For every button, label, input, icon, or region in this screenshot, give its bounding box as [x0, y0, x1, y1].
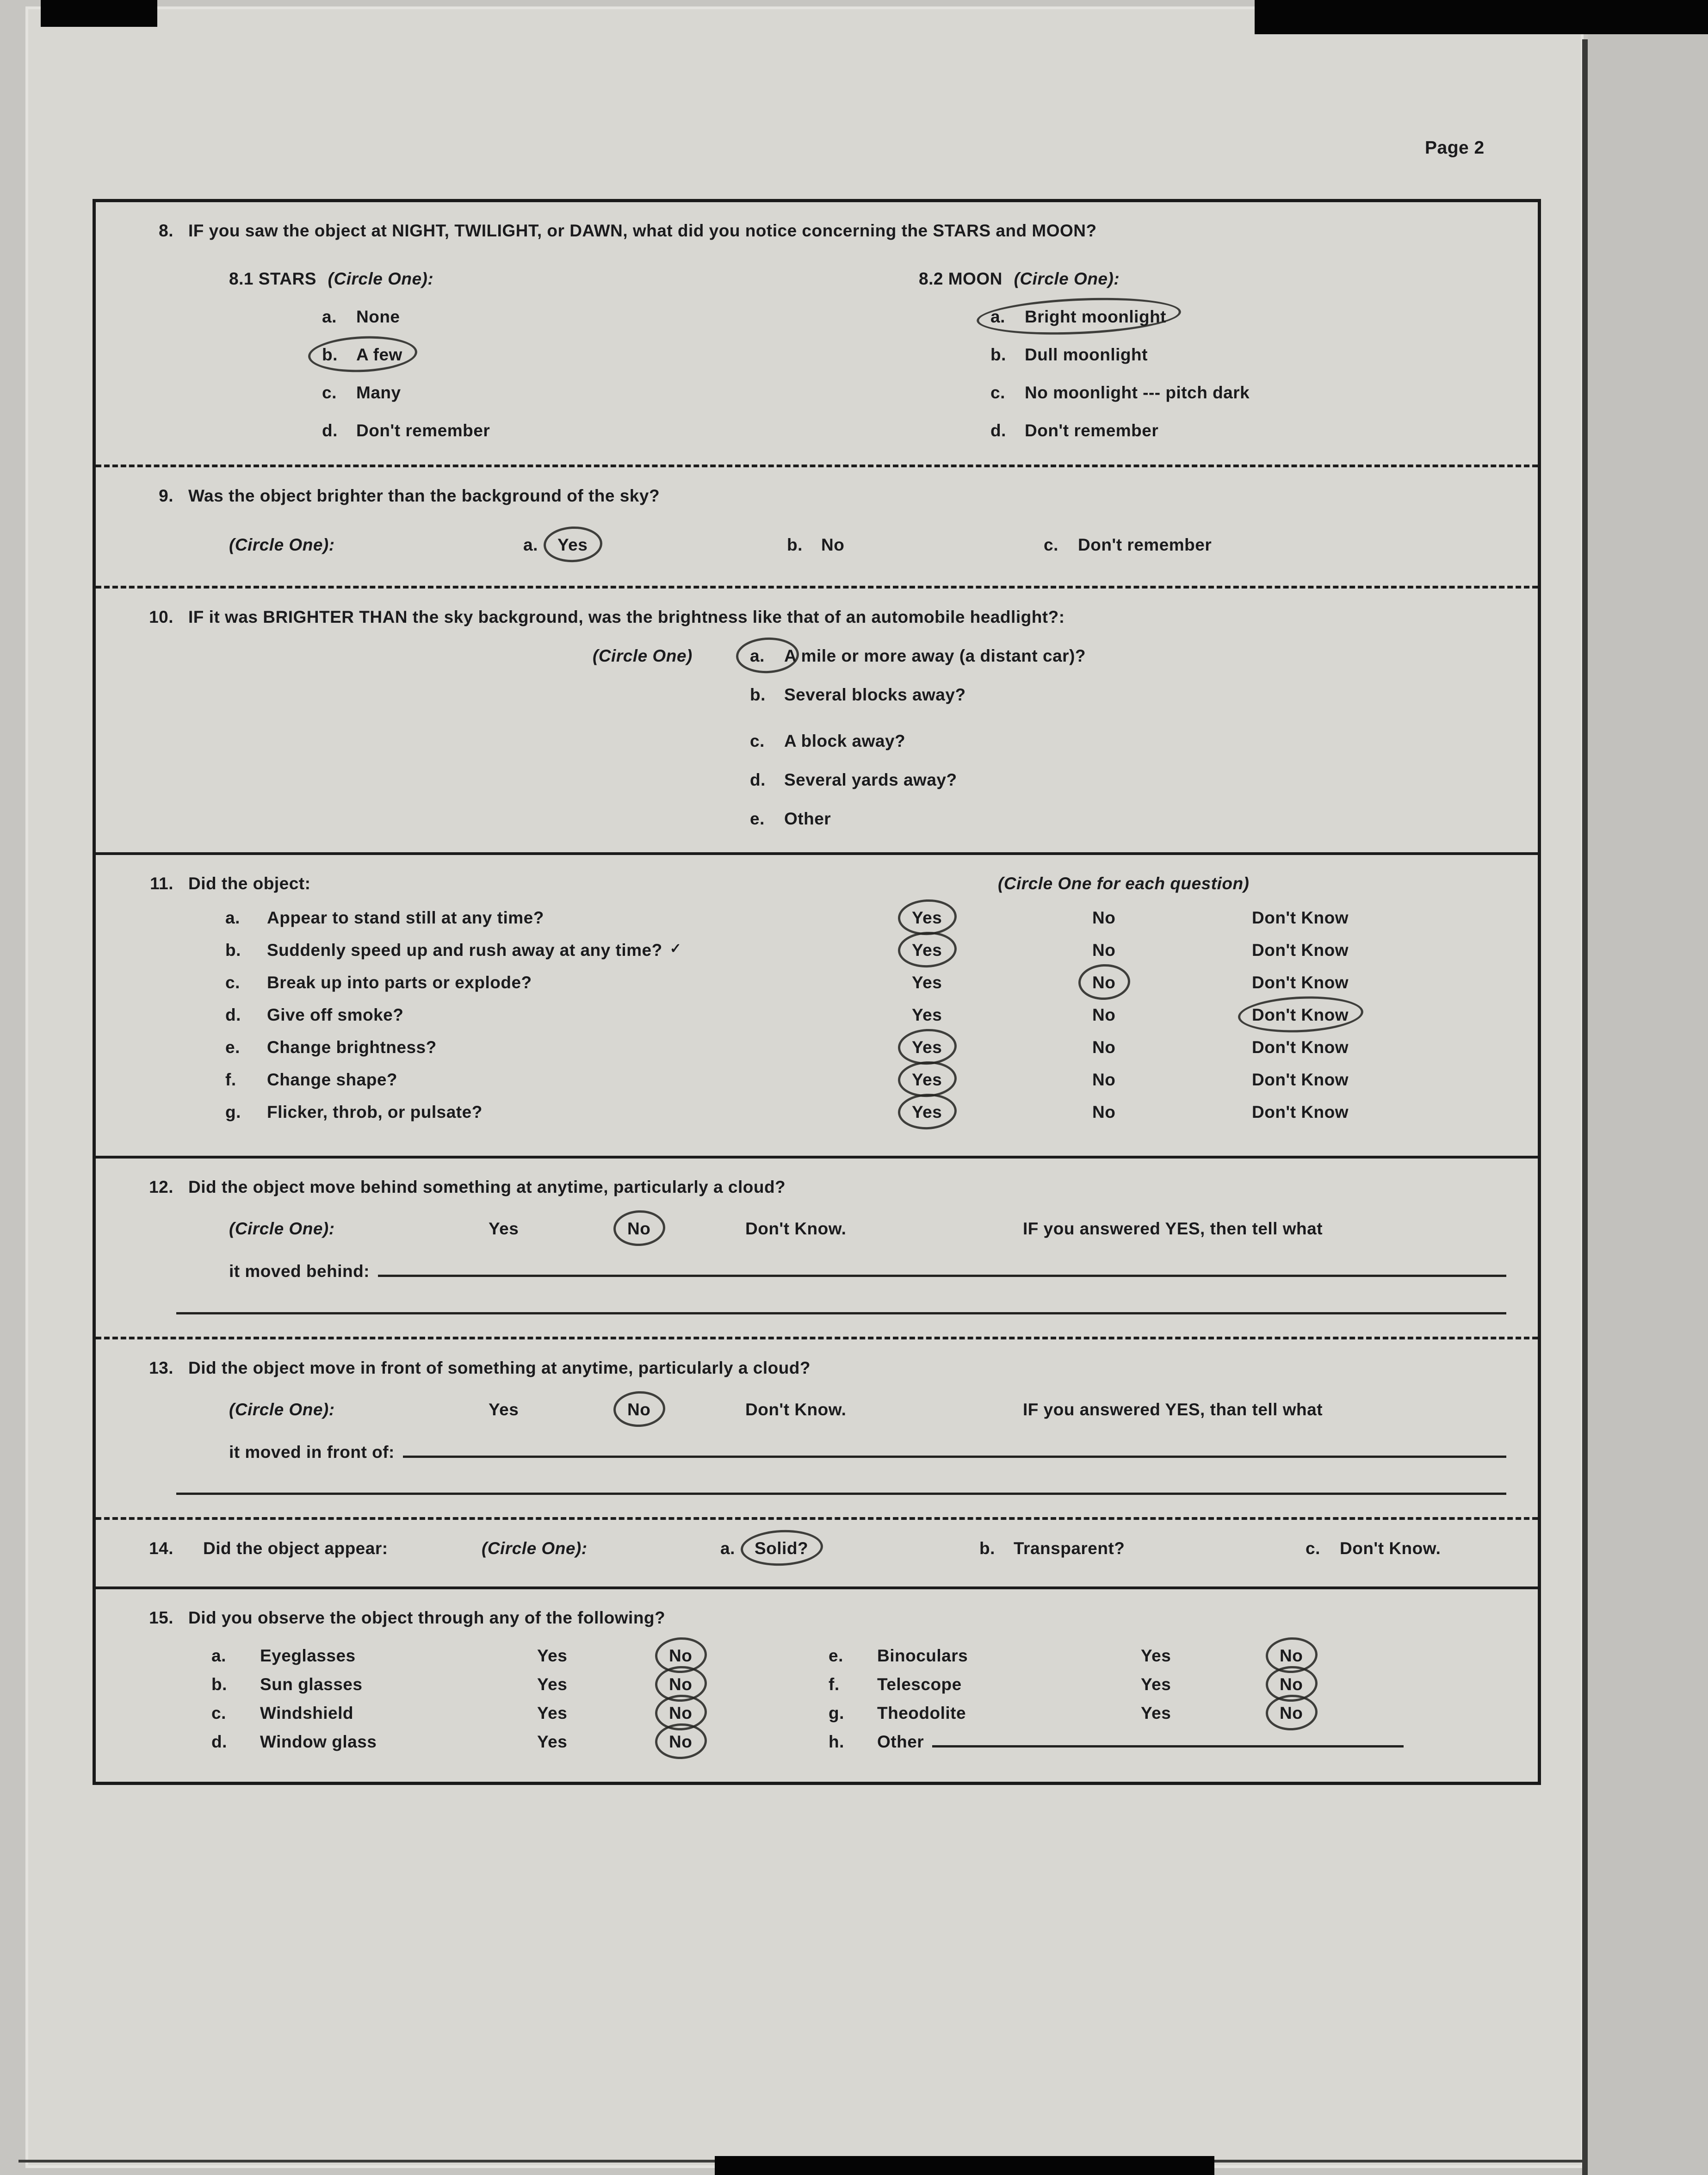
- answer-no: [1280, 1673, 1303, 1696]
- option-label: Several blocks away?: [784, 685, 966, 704]
- q9-option-c: [1044, 534, 1212, 556]
- option-label: No moonlight --- pitch dark: [1025, 383, 1250, 403]
- option-label: A few: [356, 345, 402, 365]
- q11-row-b-dk: [1252, 939, 1510, 961]
- q15-number: 15.: [149, 1608, 173, 1627]
- q15-eyeglasses-yes: Yes: [537, 1646, 568, 1665]
- q9-circle-one-instruction: (Circle One):: [229, 535, 335, 554]
- answer-no-label: No: [1092, 973, 1116, 992]
- answer-yes-label: Yes: [912, 973, 942, 992]
- answer-no: [669, 1731, 692, 1753]
- q11-row-e-label: [267, 1036, 912, 1059]
- option-label: Flicker, throb, or pulsate?: [267, 1103, 483, 1122]
- option-letter: b.: [787, 535, 803, 554]
- option-letter: c.: [1044, 535, 1058, 554]
- q8-number: 8.: [159, 221, 173, 240]
- q14-number: 14.: [149, 1538, 173, 1558]
- option-letter: h.: [829, 1732, 844, 1751]
- option-letter: c.: [225, 973, 240, 992]
- q8-stars-heading-label: 8.1 STARS: [229, 269, 316, 289]
- answer-yes-label: Yes: [912, 1005, 942, 1025]
- q11-row-d-no: [1092, 1004, 1252, 1026]
- answer-dont-know: [1252, 907, 1349, 929]
- answer-dk-label: Don't Know: [1252, 941, 1349, 960]
- q8-stars-heading: [229, 268, 919, 290]
- option-letter: d.: [225, 1005, 241, 1025]
- q15-window-glass-no: [669, 1731, 829, 1760]
- q8-moon-option-d: [919, 420, 1510, 442]
- q11-row-g-yes: [912, 1101, 1092, 1123]
- q8-moon-heading-label: 8.2 MOON: [919, 269, 1003, 289]
- q11-row-d: [225, 1004, 1510, 1036]
- q9-answers-row: [133, 534, 1510, 564]
- q10-question-line: [133, 606, 1510, 628]
- option-label: Change brightness?: [267, 1038, 437, 1057]
- answer-dk-label: Don't Know: [1252, 1038, 1349, 1057]
- scan-artifact-top-left: [41, 0, 157, 27]
- answer-dont-know: [1252, 1004, 1349, 1026]
- q11-rows: [133, 907, 1510, 1134]
- q15-question-line: [133, 1607, 1510, 1629]
- answer-dont-know: [1252, 1101, 1349, 1123]
- q15-item-windshield: Windshield: [260, 1703, 353, 1723]
- q12-write-in-blank: [378, 1260, 1506, 1277]
- q15-item-theodolite: Theodolite: [877, 1703, 966, 1723]
- q9-option-a-answer: [557, 534, 588, 556]
- q13-answer-no-circle: [627, 1399, 650, 1421]
- section-q15: [96, 1586, 1538, 1782]
- q15-windshield-no: [669, 1702, 829, 1731]
- q14-circle-one-instruction: (Circle One):: [482, 1538, 588, 1558]
- q11-row-c-dk: [1252, 972, 1510, 994]
- q8-question-line: [133, 220, 1510, 242]
- answer-no-label: No: [1092, 1103, 1116, 1122]
- option-label: Don't remember: [1025, 421, 1159, 440]
- answer-yes: [912, 907, 942, 929]
- answer-no-label: No: [1280, 1674, 1303, 1694]
- option-letter: e.: [225, 1038, 240, 1057]
- q10-option-a-letter-circle: [750, 645, 784, 667]
- q11-row-b-label: [267, 939, 912, 961]
- q14-question-line: [133, 1537, 1510, 1564]
- answer-dk-label: Don't Know: [1252, 1103, 1349, 1122]
- q13-write-in-blank: [403, 1441, 1506, 1458]
- answer-yes: [912, 1036, 942, 1059]
- q15-eyeglasses-no: [669, 1645, 829, 1673]
- option-letter: d.: [211, 1732, 227, 1751]
- q8-stars-option-d: [229, 420, 919, 442]
- option-label: Suddenly speed up and rush away at any time?: [267, 941, 662, 960]
- q13-question-line: [133, 1357, 1510, 1379]
- q10-option-c: [133, 730, 1510, 752]
- option-letter: b.: [990, 345, 1006, 365]
- q8-moon-option-b-answer: [990, 344, 1148, 366]
- answer-dont-know: [1252, 1069, 1349, 1091]
- q11-row-e-no: [1092, 1036, 1252, 1059]
- q11-row-g-dk: [1252, 1101, 1510, 1123]
- q11-row-a-no: [1092, 907, 1252, 929]
- q8-stars-option-a-answer: [322, 306, 400, 328]
- q10-option-d: [133, 769, 1510, 791]
- q14-option-a-answer: [755, 1537, 808, 1560]
- q14-option-b: [979, 1537, 1125, 1560]
- option-label: Transparent?: [1014, 1538, 1125, 1558]
- q10-number: 10.: [149, 607, 173, 626]
- q11-row-e-yes: [912, 1036, 1092, 1059]
- q12-question-line: [133, 1176, 1510, 1198]
- q15-window-glass-yes: Yes: [537, 1732, 568, 1751]
- answer-no: [1280, 1645, 1303, 1667]
- q11-row-b-yes: [912, 939, 1092, 961]
- q9-option-c-answer: [1078, 534, 1212, 556]
- answer-no: [669, 1673, 692, 1696]
- q12-number: 12.: [149, 1177, 173, 1197]
- option-label: None: [356, 307, 400, 327]
- option-letter: a.: [720, 1538, 735, 1558]
- answer-yes-label: Yes: [912, 1038, 942, 1057]
- q11-row-f-dk: [1252, 1069, 1510, 1091]
- q15-item-sun-glasses: Sun glasses: [260, 1674, 363, 1694]
- q14-option-b-answer: [1014, 1537, 1125, 1560]
- answer-no: [1092, 1004, 1115, 1026]
- q8-moon-option-a: [919, 306, 1510, 328]
- answer-no-label: No: [627, 1400, 651, 1419]
- q15-binoculars-yes: Yes: [1141, 1646, 1171, 1665]
- answer-no: [1092, 972, 1115, 994]
- scan-right-margin: [1588, 0, 1708, 2175]
- answer-dk-label: Don't Know: [1252, 1070, 1349, 1090]
- option-letter: g.: [225, 1103, 241, 1122]
- option-letter: c.: [211, 1703, 226, 1723]
- answer-no-label: No: [1092, 941, 1116, 960]
- option-letter: d.: [750, 770, 766, 790]
- q8-moon-circle-one-instruction: (Circle One):: [1014, 269, 1120, 289]
- option-label: Don't remember: [1078, 535, 1212, 554]
- answer-yes-label: Yes: [912, 1103, 942, 1122]
- option-label: Dull moonlight: [1025, 345, 1148, 365]
- q15-grid: [133, 1645, 1510, 1760]
- q11-row-c-no: [1092, 972, 1252, 994]
- option-letter: a.: [322, 307, 337, 327]
- q8-moon-heading: [919, 268, 1510, 290]
- answer-no-label: No: [669, 1674, 693, 1694]
- q13-answer-yes: Yes: [489, 1400, 519, 1419]
- section-q8: [96, 202, 1538, 465]
- q15-item-binoculars: Binoculars: [877, 1646, 968, 1665]
- option-letter: b.: [979, 1538, 995, 1558]
- q9-option-b-answer: [821, 534, 844, 556]
- q11-row-e: [225, 1036, 1510, 1069]
- option-label: Change shape?: [267, 1070, 397, 1090]
- q8-stars-option-c: [229, 382, 919, 404]
- q15-item-window-glass: Window glass: [260, 1732, 377, 1751]
- option-letter: a.: [990, 307, 1005, 327]
- q11-row-d-dk: [1252, 1004, 1510, 1026]
- q11-question-line: [133, 873, 1510, 895]
- q12-if-yes-instruction: IF you answered YES, then tell what: [1023, 1219, 1323, 1239]
- answer-yes: [912, 972, 942, 994]
- q11-row-b: [225, 939, 1510, 972]
- q11-row-c: [225, 972, 1510, 1004]
- q14-option-a: [720, 1537, 808, 1560]
- q9-text: Was the object brighter than the background of the sky?: [188, 486, 660, 505]
- answer-yes-label: Yes: [912, 941, 942, 960]
- option-letter: c.: [1306, 1538, 1320, 1558]
- q14-option-c: [1306, 1537, 1441, 1560]
- option-letter: b.: [211, 1674, 227, 1694]
- q13-answer-dont-know: Don't Know.: [745, 1400, 847, 1419]
- option-letter: b.: [750, 685, 766, 704]
- q9-option-a: [523, 534, 588, 556]
- q12-answer-no-circle: [627, 1218, 650, 1240]
- option-label: Several yards away?: [784, 770, 957, 790]
- option-letter: c.: [322, 383, 337, 403]
- q13-answer-no: [627, 1399, 650, 1421]
- q11-row-d-yes: [912, 1004, 1092, 1026]
- q12-answer-dont-know: Don't Know.: [745, 1219, 847, 1239]
- option-label: Don't Know.: [1340, 1538, 1441, 1558]
- answer-no: [1092, 907, 1115, 929]
- q8-moon-option-a-answer: [990, 306, 1166, 328]
- q12-answer-yes: Yes: [489, 1219, 519, 1239]
- section-q13: [96, 1337, 1538, 1517]
- q11-row-e-dk: [1252, 1036, 1510, 1059]
- option-label: Give off smoke?: [267, 1005, 404, 1025]
- q15-text: Did you observe the object through any of the following?: [188, 1608, 666, 1627]
- section-q9: [96, 465, 1538, 586]
- q13-answers-row: [133, 1399, 1510, 1428]
- q8-stars-option-b: [229, 344, 919, 366]
- answer-no: [669, 1645, 692, 1667]
- page-number: Page 2: [1425, 138, 1485, 158]
- q15-right-column: [829, 1645, 1510, 1760]
- q13-write-in-label: it moved in front of:: [229, 1442, 395, 1462]
- q8-moon-subsection: [919, 268, 1510, 442]
- answer-no: [1092, 1036, 1115, 1059]
- q11-row-d-label: [267, 1004, 912, 1026]
- q15-windshield-yes: Yes: [537, 1703, 568, 1723]
- q15-theodolite-no: [1280, 1702, 1510, 1731]
- option-label: Break up into parts or explode?: [267, 973, 532, 992]
- option-letter: f.: [829, 1674, 840, 1694]
- option-letter: b.: [322, 345, 338, 365]
- option-letter: c.: [990, 383, 1005, 403]
- q8-stars-option-c-answer: [322, 382, 401, 404]
- q11-row-c-yes: [912, 972, 1092, 994]
- q11-row-g: [225, 1101, 1510, 1134]
- handwritten-checkmark: ✓: [669, 941, 682, 957]
- answer-no-label: No: [1280, 1703, 1303, 1723]
- q8-stars-option-a: [229, 306, 919, 328]
- answer-no: [669, 1702, 692, 1724]
- section-q12: [96, 1156, 1538, 1336]
- answer-no-label: No: [1092, 1070, 1116, 1090]
- q11-row-f-label: [267, 1069, 912, 1091]
- q15-item-eyeglasses: Eyeglasses: [260, 1646, 356, 1665]
- q10-option-b: [133, 684, 1510, 706]
- answer-no-label: No: [669, 1646, 693, 1665]
- q8-stars-subsection: [229, 268, 919, 442]
- q8-text: IF you saw the object at NIGHT, TWILIGHT, or DAWN, what did you notice concerning the STARS and MOON?: [188, 221, 1097, 240]
- q11-row-a: [225, 907, 1510, 939]
- option-label: No: [821, 535, 845, 554]
- option-label: A block away?: [784, 731, 906, 750]
- scan-artifact-bottom-line-left: [19, 2160, 717, 2163]
- option-letter: f.: [225, 1070, 236, 1090]
- option-label: Solid?: [755, 1538, 809, 1558]
- answer-yes: [912, 1069, 942, 1091]
- answer-no-label: No: [669, 1732, 693, 1751]
- q10-option-a: [133, 645, 1510, 667]
- q8-columns: [133, 268, 1510, 442]
- q12-write-in-blank-line2: [176, 1295, 1506, 1314]
- answer-dk-label: Don't Know: [1252, 1005, 1349, 1025]
- option-letter: d.: [990, 421, 1006, 440]
- answer-no: [1280, 1702, 1303, 1724]
- q15-item-other: [877, 1731, 1510, 1760]
- q11-row-f-yes: [912, 1069, 1092, 1091]
- option-letter: a.: [750, 646, 765, 665]
- q15-sun-glasses-no: [669, 1673, 829, 1702]
- q13-write-in-blank-line2: [176, 1475, 1506, 1495]
- q8-stars-option-d-answer: [322, 420, 490, 442]
- q11-row-f: [225, 1069, 1510, 1101]
- q11-number: 11.: [150, 874, 173, 893]
- q10-text: IF it was BRIGHTER THAN the sky background, was the brightness like that of an automobile headlight?:: [188, 607, 1065, 626]
- q15-other-label: Other: [877, 1732, 924, 1751]
- q12-write-in-label: it moved behind:: [229, 1262, 370, 1281]
- option-letter: a.: [523, 535, 538, 554]
- q12-text: Did the object move behind something at anytime, particularly a cloud?: [188, 1177, 786, 1197]
- option-label: Other: [784, 809, 831, 829]
- q11-row-g-no: [1092, 1101, 1252, 1123]
- q11-row-a-yes: [912, 907, 1092, 929]
- answer-dont-know: [1252, 939, 1349, 961]
- answer-no: [1092, 1069, 1115, 1091]
- option-letter: e.: [750, 809, 765, 829]
- option-label: Appear to stand still at any time?: [267, 908, 544, 928]
- q10-option-e: [133, 808, 1510, 830]
- q15-binoculars-no: [1280, 1645, 1510, 1673]
- q15-left-column: [133, 1645, 829, 1760]
- answer-yes: [912, 1004, 942, 1026]
- q11-row-f-no: [1092, 1069, 1252, 1091]
- q8-stars-circle-one-instruction: (Circle One):: [328, 269, 434, 289]
- scan-artifact-bottom-bar: [715, 2156, 1214, 2175]
- q13-if-yes-instruction: IF you answered YES, than tell what: [1023, 1400, 1323, 1419]
- section-q10: [96, 586, 1538, 853]
- q9-question-line: [133, 485, 1510, 507]
- questionnaire-form: [93, 199, 1541, 1785]
- answer-no-label: No: [1092, 908, 1116, 928]
- q11-row-a-label: [267, 907, 912, 929]
- q8-moon-option-c: [919, 382, 1510, 404]
- q13-circle-one-instruction: (Circle One):: [229, 1400, 335, 1419]
- q14-option-c-answer: [1340, 1537, 1441, 1560]
- q15-sun-glasses-yes: Yes: [537, 1674, 568, 1694]
- q8-stars-option-b-answer: [322, 344, 402, 366]
- q11-row-c-label: [267, 972, 912, 994]
- q12-circle-one-instruction: (Circle One):: [229, 1219, 335, 1239]
- answer-yes-label: Yes: [912, 1070, 942, 1090]
- answer-no-label: No: [669, 1703, 693, 1723]
- q11-text: Did the object:: [188, 874, 311, 893]
- answer-dont-know: [1252, 972, 1349, 994]
- scan-artifact-bottom-line-right: [1212, 2160, 1584, 2163]
- q13-number: 13.: [149, 1358, 173, 1377]
- scan-artifact-top-right: [1255, 0, 1708, 34]
- answer-yes-label: Yes: [912, 908, 942, 928]
- option-letter: a.: [211, 1646, 226, 1665]
- option-label: Don't remember: [356, 421, 490, 440]
- option-label: Bright moonlight: [1025, 307, 1166, 327]
- q13-write-in-row: [133, 1441, 1510, 1463]
- option-label: Many: [356, 383, 401, 403]
- option-letter: e.: [829, 1646, 843, 1665]
- q12-answers-row: [133, 1218, 1510, 1247]
- option-letter: a.: [225, 908, 240, 928]
- answer-no-label: No: [627, 1219, 651, 1239]
- q11-row-b-no: [1092, 939, 1252, 961]
- q15-item-telescope: Telescope: [877, 1674, 962, 1694]
- q15-theodolite-yes: Yes: [1141, 1703, 1171, 1723]
- section-q14: [96, 1517, 1538, 1586]
- q15-other-blank: [932, 1732, 1404, 1747]
- answer-no-label: No: [1280, 1646, 1303, 1665]
- answer-yes: [912, 1101, 942, 1123]
- option-label: Yes: [557, 535, 588, 554]
- option-label: A mile or more away (a distant car)?: [784, 646, 1086, 665]
- q13-text: Did the object move in front of something at anytime, particularly a cloud?: [188, 1358, 811, 1377]
- option-letter: d.: [322, 421, 338, 440]
- q8-moon-option-b: [919, 344, 1510, 366]
- answer-dk-label: Don't Know: [1252, 908, 1349, 928]
- answer-no: [1092, 1101, 1115, 1123]
- option-letter: c.: [750, 731, 765, 750]
- q11-row-a-dk: [1252, 907, 1510, 929]
- answer-dont-know: [1252, 1036, 1349, 1059]
- q9-number: 9.: [159, 486, 173, 505]
- option-letter: b.: [225, 941, 241, 960]
- section-q11: [96, 852, 1538, 1156]
- paper-edge-line: [1582, 39, 1588, 2175]
- q12-answer-no: [627, 1218, 650, 1240]
- q11-circle-one-instruction: (Circle One for each question): [998, 874, 1250, 893]
- answer-no-label: No: [1092, 1038, 1116, 1057]
- option-letter: g.: [829, 1703, 844, 1723]
- answer-dk-label: Don't Know: [1252, 973, 1349, 992]
- q8-moon-option-c-answer: [990, 382, 1250, 404]
- answer-no: [1092, 939, 1115, 961]
- q11-row-g-label: [267, 1101, 912, 1123]
- q8-moon-option-d-answer: [990, 420, 1158, 442]
- q10-circle-one-instruction: (Circle One): [593, 646, 693, 665]
- answer-no-label: No: [1092, 1005, 1116, 1025]
- q9-option-b: [787, 534, 844, 556]
- q14-text: Did the object appear:: [203, 1538, 388, 1558]
- q15-telescope-no: [1280, 1673, 1510, 1702]
- answer-yes: [912, 939, 942, 961]
- q12-write-in-row: [133, 1260, 1510, 1283]
- q15-telescope-yes: Yes: [1141, 1674, 1171, 1694]
